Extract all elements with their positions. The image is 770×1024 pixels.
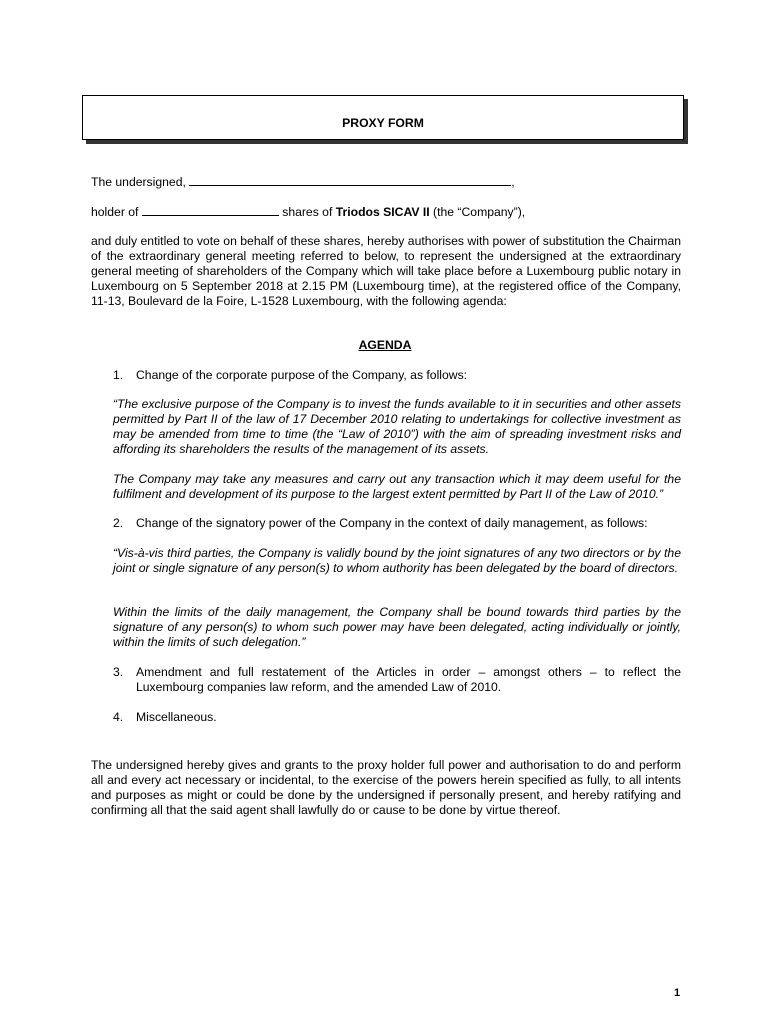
agenda-item-2-number: 2. bbox=[113, 516, 124, 530]
page-number: 1 bbox=[674, 987, 681, 999]
holder-label: holder of bbox=[91, 205, 139, 219]
company-suffix: (the “Company”), bbox=[433, 205, 526, 219]
shares-of-label: shares of bbox=[282, 205, 333, 219]
agenda-item-4-number: 4. bbox=[113, 710, 124, 724]
agenda-item-2-quote-2: Within the limits of the daily management, the Company shall be bound towards third parties by the signature of any person(s) to whom such power may have been delegated, acting individually or jointly, within the limits of such delegation.” bbox=[113, 605, 681, 649]
agenda-item-1-quote-1: “The exclusive purpose of the Company is to invest the funds available to it in securities and other assets permitted by Part II of the law of 17 December 2010 relating to undertakings for collective investment as may be amended from time to time (the “Law of 2010”) with the aim of spreading investment risks and affording its shareholders the results of the management of its assets. bbox=[113, 397, 681, 456]
agenda-item-1-quote-2: The Company may take any measures and carry out any transaction which it may deem useful for the fulfilment and development of its purpose to the largest extent permitted by Part II of the Law of 2010.” bbox=[113, 472, 681, 501]
undersigned-label: The undersigned, bbox=[91, 175, 186, 189]
agenda-heading: AGENDA bbox=[358, 338, 412, 352]
closing-paragraph: The undersigned hereby gives and grants to the proxy holder full power and authorisation to do and perform all and every act necessary or incidental, to the exercise of the powers herein specified as fully, to all intents and purposes as might or could be done by the undersigned if personally present, and hereby ratifying and confirming all that the said agent shall lawfully do or cause to be done by virtue thereof. bbox=[91, 758, 681, 817]
agenda-item-2-quote-1: “Vis-à-vis third parties, the Company is validly bound by the joint signatures of any two directors or by the joint or single signature of any person(s) to whom authority has been delegated by the board of directors. bbox=[113, 546, 681, 575]
agenda-item-3-text: Amendment and full restatement of the Articles in order – amongst others – to reflect the Luxembourg companies law reform, and the amended Law of 2010. bbox=[136, 665, 681, 694]
page-title: PROXY FORM bbox=[342, 116, 424, 130]
agenda-item-1-number: 1. bbox=[113, 368, 124, 382]
agenda-item-3-number: 3. bbox=[113, 665, 124, 679]
agenda-item-1-text: Change of the corporate purpose of the Company, as follows: bbox=[136, 368, 468, 382]
undersigned-comma: , bbox=[511, 175, 515, 189]
undersigned-line bbox=[91, 174, 681, 190]
agenda-item-4-text: Miscellaneous. bbox=[136, 710, 217, 724]
title-box bbox=[82, 95, 684, 140]
shares-count-field[interactable] bbox=[142, 204, 279, 216]
authorisation-paragraph: and duly entitled to vote on behalf of these shares, hereby authorises with power of substitution the Chairman of the extraordinary general meeting referred to below, to represent the undersigned at the extraordinary general meeting of shareholders of the Company which will take place before a Luxembourg public notary in Luxembourg on 5 September 2018 at 2.15 PM (Luxembourg time), at the registered office of the Company, 11-13, Boulevard de la Foire, L-1528 Luxembourg, with the following agenda: bbox=[91, 234, 681, 308]
undersigned-name-field[interactable] bbox=[189, 174, 511, 186]
company-name: Triodos SICAV II bbox=[335, 205, 430, 219]
agenda-item-2-text: Change of the signatory power of the Company in the context of daily management, as follows: bbox=[136, 516, 648, 530]
holder-line bbox=[91, 204, 681, 220]
